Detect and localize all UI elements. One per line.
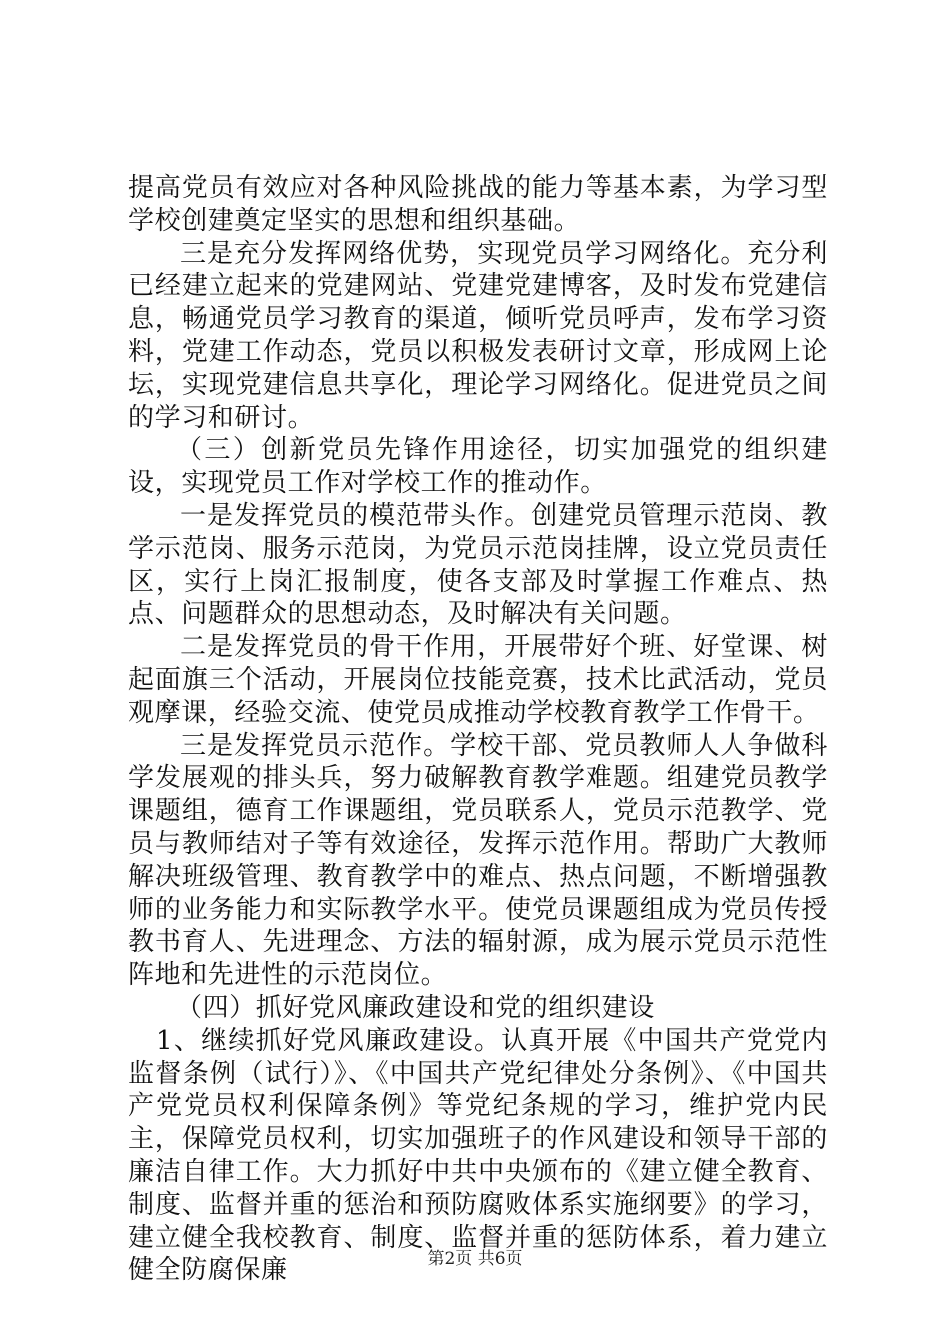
section-heading-4: （四）抓好党风廉政建设和党的组织建设 [176,992,655,1023]
section-heading-3: （三）创新党员先锋作用途径，切实加强党的组织建设，实现党员工作对学校工作的推动作。 [128,435,828,499]
paragraph-continuation: 提高党员有效应对各种风险挑战的能力等基本素，为学习型学校创建奠定坚实的思想和组织基础。 [128,173,828,236]
paragraph-integrity-building: 1、继续抓好党风廉政建设。认真开展《中国共产党党内监督条例（试行）》、《中国共产党纪律处分条例》、《中国共产党党员权利保障条例》等党纪条规的学习，维护党内民主，保障党员权利，切实加强班子的作风建设和领导干部的廉洁自律工作。大力抓好中共中央颁布的《建立健全教育、制度、监督并重的惩治和预防腐败体系实施纲要》的学习，建立健全我校教育、制度、监督并重的惩防体系，着力建立健全防腐保廉 [128,1025,828,1286]
document-body [128,172,828,1287]
paragraph-backbone-role: 二是发挥党员的骨干作用，开展带好个班、好堂课、树起面旗三个活动，开展岗位技能竞赛，技术比武活动，党员观摩课，经验交流、使党员成推动学校教育教学工作骨干。 [128,632,828,728]
paragraph-model-role: 一是发挥党员的模范带头作。创建党员管理示范岗、教学示范岗、服务示范岗，为党员示范岗挂牌，设立党员责任区，实行上岗汇报制度，使各支部及时掌握工作难点、热点、问题群众的思想动态，及时解决有关问题。 [128,500,828,630]
paragraph-demonstration-role: 三是发挥党员示范作。学校干部、党员教师人人争做科学发展观的排头兵，努力破解教育教学难题。组建党员教学课题组，德育工作课题组，党员联系人，党员示范教学、党员与教师结对子等有效途径，发挥示范作用。帮助广大教师解决班级管理、教育教学中的难点、热点问题，不断增强教师的业务能力和实际教学水平。使党员课题组成为党员传授教书育人、先进理念、方法的辐射源，成为展示党员示范性阵地和先进性的示范岗位。 [128,730,828,991]
paragraph-network-study: 三是充分发挥网络优势，实现党员学习网络化。充分利已经建立起来的党建网站、党建党建博客，及时发布党建信息，畅通党员学习教育的渠道，倾听党员呼声，发布学习资料，党建工作动态，党员以积极发表研讨文章，形成网上论坛，实现党建信息共享化，理论学习网络化。促进党员之间的学习和研讨。 [128,238,828,433]
page-number-footer: 第2页 共6页 [427,1249,523,1269]
